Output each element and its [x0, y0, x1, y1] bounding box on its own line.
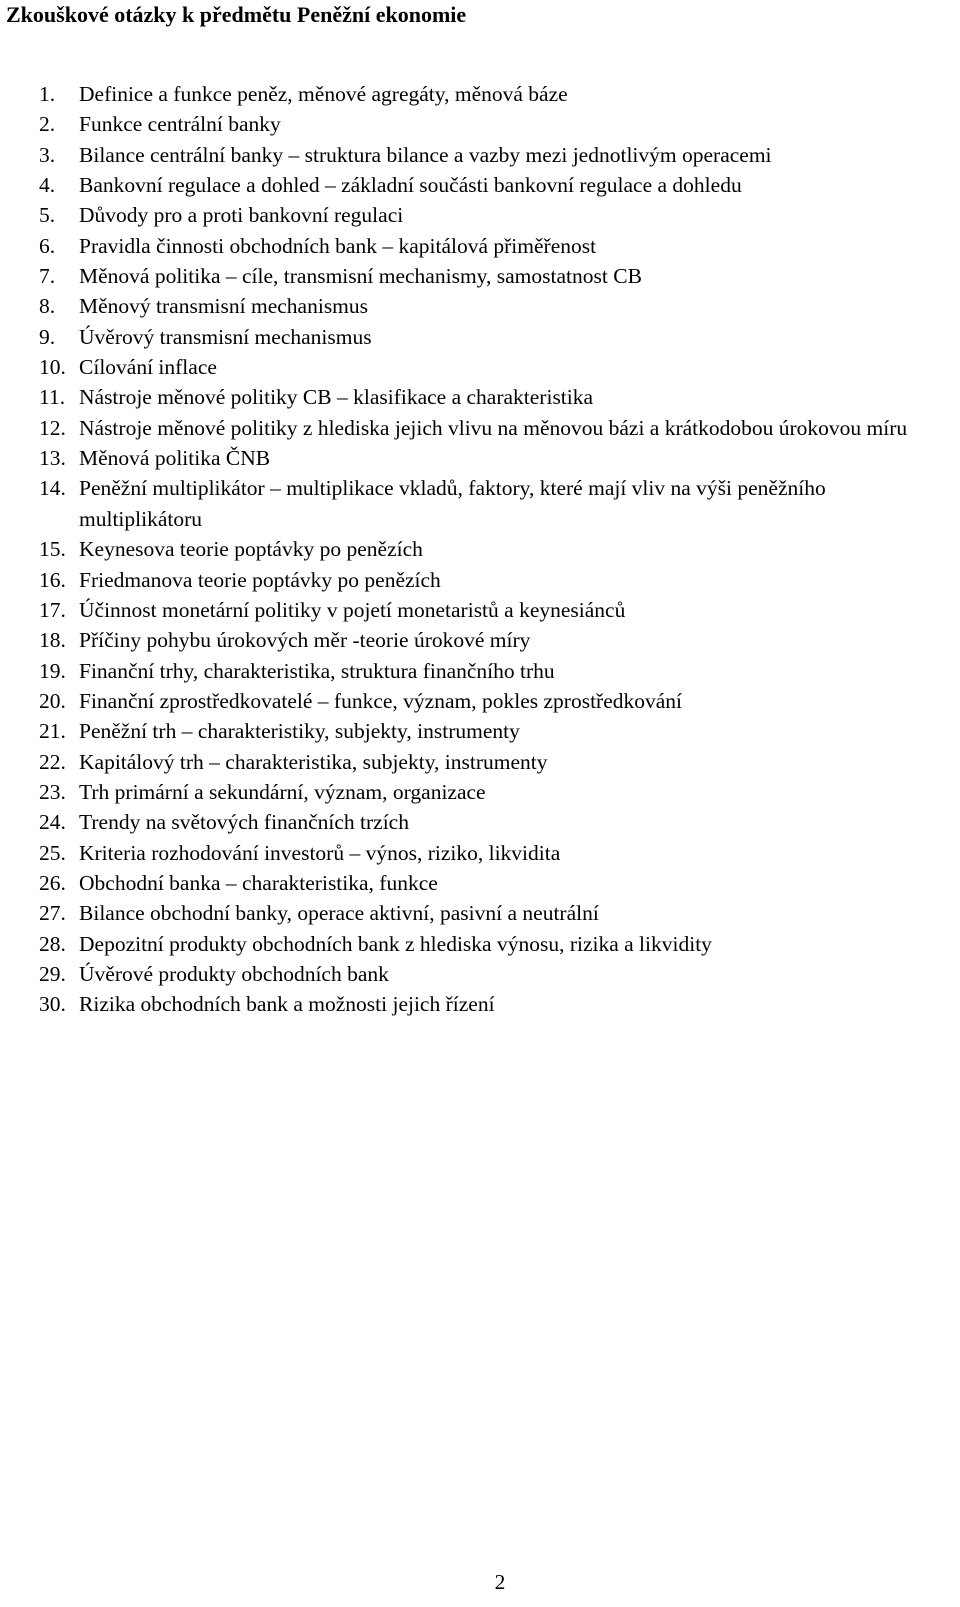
- question-item: [0, 747, 960, 777]
- question-text: Nástroje měnové politiky z hlediska jejich vlivu na měnovou bázi a krátkodobou úrokovou míru: [79, 415, 908, 440]
- question-text: Kapitálový trh – charakteristika, subjekty, instrumenty: [79, 749, 548, 774]
- question-text: Peněžní trh – charakteristiky, subjekty, instrumenty: [79, 719, 520, 744]
- question-text: Cílování inflace: [79, 355, 217, 380]
- question-item: [0, 200, 960, 230]
- question-text: Trendy na světových finančních trzích: [79, 810, 409, 835]
- question-text: Depozitní produkty obchodních bank z hlediska výnosu, rizika a likvidity: [79, 931, 712, 956]
- question-text: Bankovní regulace a dohled – základní součásti bankovní regulace a dohledu: [79, 173, 742, 198]
- question-number: 5.: [39, 203, 56, 228]
- question-item: [0, 565, 960, 595]
- question-item: [0, 959, 960, 989]
- question-text: Příčiny pohybu úrokových měr -teorie úrokové míry: [79, 628, 531, 653]
- question-item: [0, 838, 960, 868]
- question-item: [0, 291, 960, 321]
- question-item: [0, 473, 960, 534]
- question-item: [0, 686, 960, 716]
- question-item: [0, 777, 960, 807]
- question-text: Keynesova teorie poptávky po penězích: [79, 537, 423, 562]
- question-item: [0, 716, 960, 746]
- question-number: 22.: [39, 749, 66, 774]
- question-number: 4.: [39, 173, 56, 198]
- question-number: 25.: [39, 840, 66, 865]
- question-item: [0, 79, 960, 109]
- question-item: [0, 929, 960, 959]
- question-item: [0, 443, 960, 473]
- question-item: [0, 868, 960, 898]
- question-text: Úvěrové produkty obchodních bank: [79, 961, 389, 986]
- page-number: 2: [494, 1570, 506, 1594]
- question-item: [0, 989, 960, 1019]
- question-text: Bilance obchodní banky, operace aktivní, pasivní a neutrální: [79, 901, 599, 926]
- question-text: Úvěrový transmisní mechanismus: [79, 324, 372, 349]
- question-text: Obchodní banka – charakteristika, funkce: [79, 870, 438, 895]
- question-number: 9.: [39, 324, 56, 349]
- question-text: Funkce centrální banky: [79, 112, 281, 137]
- question-text: Bilance centrální banky – struktura bilance a vazby mezi jednotlivým operacemi: [79, 142, 772, 167]
- question-number: 11.: [39, 385, 66, 410]
- question-item: [0, 413, 960, 443]
- page-title: Zkouškové otázky k předmětu Peněžní ekonomie: [6, 2, 467, 27]
- question-text: Měnová politika – cíle, transmisní mechanismy, samostatnost CB: [79, 264, 642, 289]
- question-number: 30.: [39, 992, 66, 1017]
- question-number: 28.: [39, 931, 66, 956]
- question-text: Nástroje měnové politiky CB – klasifikace a charakteristika: [79, 385, 594, 410]
- question-number: 14.: [39, 476, 66, 501]
- question-number: 3.: [39, 142, 56, 167]
- question-text: Pravidla činnosti obchodních bank – kapitálová přiměřenost: [79, 233, 597, 258]
- question-number: 19.: [39, 658, 66, 683]
- question-number: 13.: [39, 446, 66, 471]
- question-text: Trh primární a sekundární, význam, organizace: [79, 779, 486, 804]
- question-number: 17.: [39, 597, 66, 622]
- question-number: 6.: [39, 233, 56, 258]
- question-number: 15.: [39, 537, 66, 562]
- question-item: [0, 352, 960, 382]
- question-number: 1.: [39, 82, 56, 106]
- question-item: [0, 170, 960, 200]
- question-item: [0, 656, 960, 686]
- question-text: Kriteria rozhodování investorů – výnos, riziko, likvidita: [79, 840, 561, 865]
- question-item: [0, 231, 960, 261]
- question-number: 26.: [39, 870, 66, 895]
- question-item: [0, 261, 960, 291]
- question-text: Finanční trhy, charakteristika, struktura finančního trhu: [79, 658, 555, 683]
- question-number: 8.: [39, 294, 56, 319]
- question-text: Rizika obchodních bank a možnosti jejich řízení: [79, 992, 495, 1017]
- question-number: 10.: [39, 355, 66, 380]
- question-number: 18.: [39, 628, 66, 653]
- question-item: [0, 322, 960, 352]
- question-number: 20.: [39, 688, 66, 713]
- question-item: [0, 140, 960, 170]
- question-number: 29.: [39, 961, 66, 986]
- question-number: 21.: [39, 719, 66, 744]
- question-number: 24.: [39, 810, 66, 835]
- question-number: 2.: [39, 112, 56, 137]
- question-number: 7.: [39, 264, 56, 289]
- question-text: Účinnost monetární politiky v pojetí monetaristů a keynesiánců: [79, 597, 626, 622]
- question-item: [0, 534, 960, 564]
- question-text: Peněžní multiplikátor – multiplikace vkladů, faktory, které mají vliv na výši peněžního multiplikátoru: [79, 476, 826, 531]
- question-item: [0, 898, 960, 928]
- question-item: [0, 382, 960, 412]
- question-text: Měnový transmisní mechanismus: [79, 294, 369, 319]
- question-number: 16.: [39, 567, 66, 592]
- question-text: Finanční zprostředkovatelé – funkce, význam, pokles zprostředkování: [79, 688, 683, 713]
- question-text: Definice a funkce peněz, měnové agregáty, měnová báze: [79, 82, 568, 106]
- question-item: [0, 625, 960, 655]
- question-number: 23.: [39, 779, 66, 804]
- question-item: [0, 595, 960, 625]
- question-number: 12.: [39, 415, 66, 440]
- question-text: Friedmanova teorie poptávky po penězích: [79, 567, 441, 592]
- question-text: Měnová politika ČNB: [79, 446, 271, 471]
- question-list: [0, 79, 960, 1020]
- question-item: [0, 807, 960, 837]
- question-text: Důvody pro a proti bankovní regulaci: [79, 203, 404, 228]
- question-item: [0, 109, 960, 139]
- question-number: 27.: [39, 901, 66, 926]
